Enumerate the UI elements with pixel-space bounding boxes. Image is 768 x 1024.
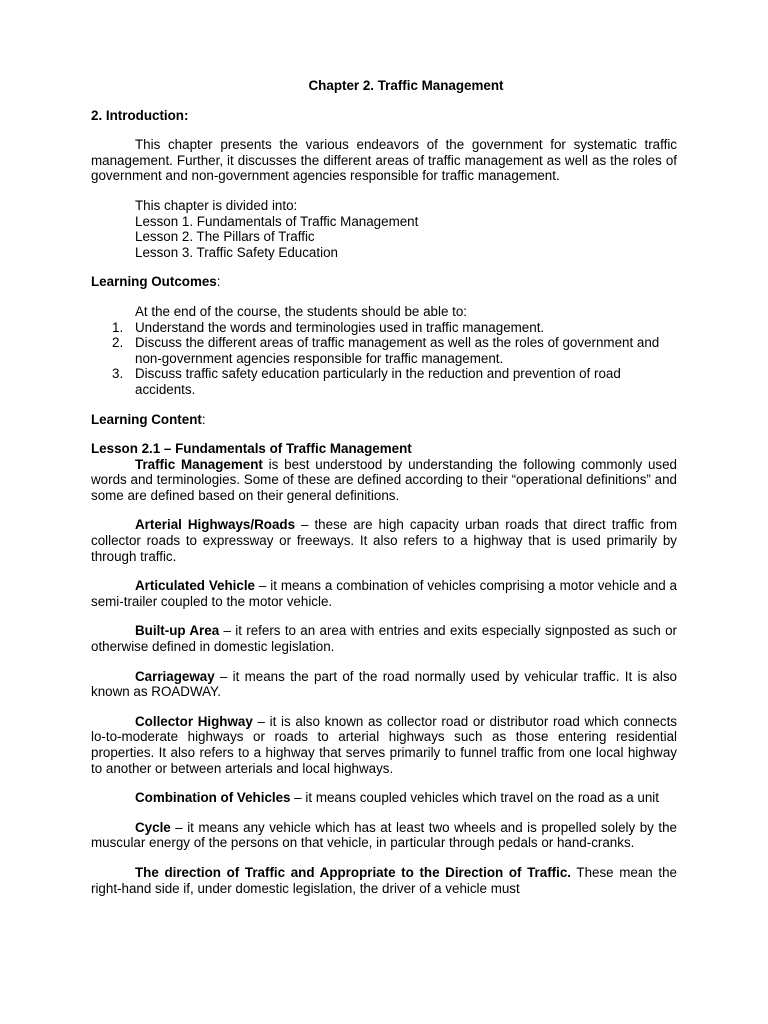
outcome-text: Discuss traffic safety education particularly in the reduction and prevention of road accidents.: [135, 366, 621, 397]
definition-text: – it means the part of the road normally used by vehicular traffic. It is also known as ROADWAY.: [91, 668, 677, 700]
definition-term: Carriageway: [135, 668, 215, 684]
lesson-heading: Lesson 2.1 – Fundamentals of Traffic Management: [91, 441, 412, 457]
definition-paragraph: [91, 865, 677, 896]
definition-paragraph: [91, 623, 677, 654]
definition-term: Arterial Highways/Roads: [135, 517, 296, 533]
definition-term: Built-up Area: [135, 623, 220, 639]
learning-outcomes-label: Learning Outcomes: [91, 274, 217, 290]
definition-text: – it refers to an area with entries and exits especially signposted as such or otherwise defined in domestic legislation.: [91, 623, 677, 655]
definition-text: – it means coupled vehicles which travel on the road as a unit: [290, 790, 659, 806]
outcome-item: [112, 366, 677, 397]
definition-paragraph: [91, 517, 677, 564]
learning-outcomes-colon: :: [216, 274, 221, 290]
chapter-division-block: [91, 198, 677, 260]
definition-term: The direction of Traffic and Appropriate to the Direction of Traffic.: [135, 864, 572, 880]
lesson-list-item: Lesson 1. Fundamentals of Traffic Management: [135, 213, 419, 229]
lesson-list-item: Lesson 3. Traffic Safety Education: [135, 244, 338, 260]
learning-content-label: Learning Content: [91, 411, 202, 427]
outcome-number: 1.: [112, 319, 124, 335]
learning-content-heading: [91, 412, 677, 428]
division-label: This chapter is divided into:: [135, 197, 298, 213]
definition-paragraph: [91, 714, 677, 776]
definition-paragraph: [91, 457, 677, 504]
definition-text: – it means a combination of vehicles comprising a motor vehicle and a semi-trailer coupled to the motor vehicle.: [91, 578, 677, 609]
outcome-item: [112, 319, 677, 336]
outcome-text: Discuss the different areas of traffic management as well as the roles of government and non-government agencies responsible for traffic management.: [135, 335, 660, 366]
definition-paragraph: [91, 578, 677, 609]
definition-paragraph: [91, 790, 677, 806]
definition-text: These mean the right-hand side if, under domestic legislation, the driver of a vehicle must: [91, 864, 678, 896]
outcomes-lead: At the end of the course, the students should be able to:: [135, 303, 468, 319]
definition-text: – it means any vehicle which has at least two wheels and is propelled solely by the muscular energy of the persons on that vehicle, in particular through pedals or hand-cranks.: [91, 819, 677, 851]
definition-term: Combination of Vehicles: [135, 790, 291, 806]
lesson-list-item: Lesson 2. The Pillars of Traffic: [135, 229, 315, 245]
definition-term: Traffic Management: [135, 456, 263, 472]
definition-text: is best understood by understanding the following commonly used words and terminologies. Some of these are defined according to their “operational definitions” and some are defined based on their general definitions.: [91, 456, 677, 503]
introduction-heading: 2. Introduction:: [91, 107, 189, 123]
outcome-item: [112, 335, 677, 366]
page-content: [91, 78, 677, 896]
definition-term: Cycle: [135, 819, 171, 835]
definition-text: – these are high capacity urban roads that direct traffic from collector roads to expressway or freeways. It also refers to a highway that is used primarily by through traffic.: [91, 517, 677, 564]
definition-paragraph: [91, 669, 677, 700]
definition-paragraph: [91, 820, 677, 851]
introduction-paragraph: This chapter presents the various endeavors of the government for systematic traffic management. Further, it discusses the different areas of traffic management as well as the roles of government and non-government agencies responsible for traffic management.: [91, 137, 677, 184]
chapter-title: Chapter 2. Traffic Management: [308, 78, 504, 93]
definition-text: – it is also known as collector road or distributor road which connects lo-to-moderate highways or roads to arterial highways such as those entering residential properties. It also refers to a highway that serves primarily to funnel traffic from one local highway to another or between arterials and local highways.: [91, 713, 677, 776]
outcomes-list: [91, 320, 677, 398]
outcome-number: 3.: [112, 366, 124, 382]
outcome-number: 2.: [112, 335, 124, 351]
definition-term: Articulated Vehicle: [135, 578, 255, 594]
learning-content-colon: :: [201, 411, 206, 427]
learning-outcomes-heading: [91, 274, 677, 290]
definition-term: Collector Highway: [135, 713, 253, 729]
outcome-text: Understand the words and terminologies used in traffic management.: [135, 319, 545, 335]
